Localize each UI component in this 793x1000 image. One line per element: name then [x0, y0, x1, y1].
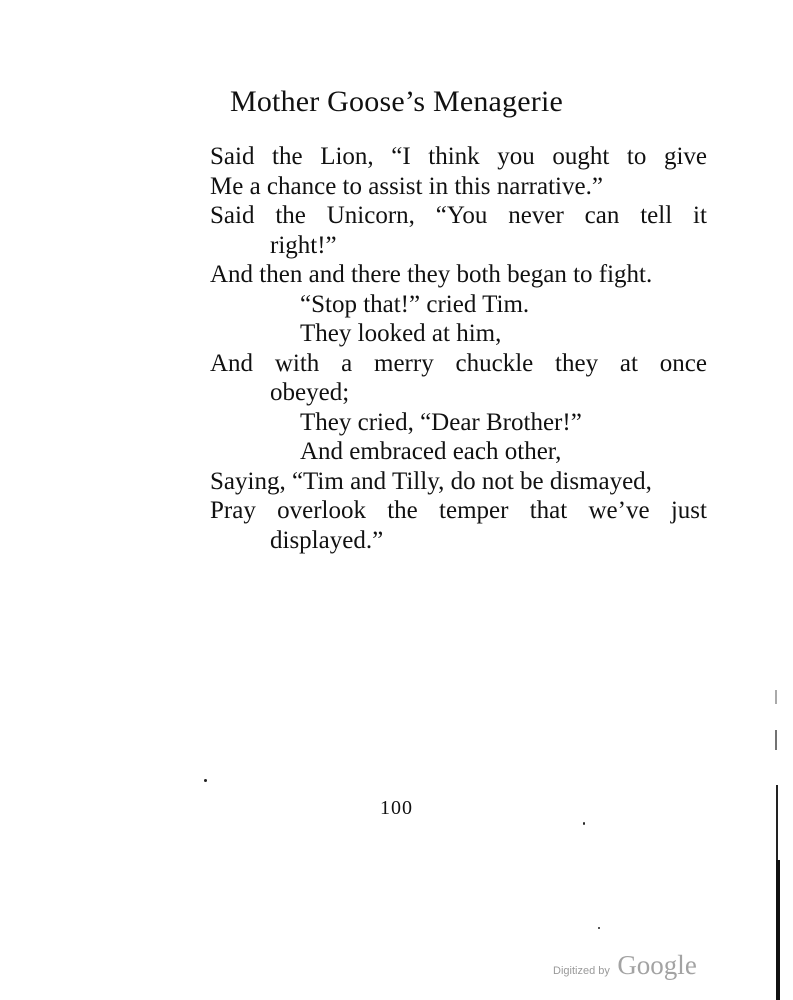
poem-line: And then and there they both began to fight.	[210, 261, 653, 288]
scan-speck	[204, 779, 207, 782]
scan-edge-artifact	[772, 690, 784, 1000]
poem-line: displayed.”	[270, 526, 384, 554]
google-logo: Google	[617, 950, 697, 980]
poem-line: And with a merry chuckle they at once	[210, 349, 707, 377]
page-header-title: Mother Goose’s Menagerie	[229, 85, 564, 118]
scan-speck	[583, 822, 585, 825]
poem-line: They cried, “Dear Brother!”	[300, 408, 582, 436]
poem-line: right!”	[270, 231, 337, 259]
digitized-by-google-watermark	[553, 950, 697, 981]
poem-line: “Stop that!” cried Tim.	[300, 290, 530, 318]
watermark-prefix: Digitized by	[553, 965, 610, 977]
page-number: 100	[380, 797, 413, 819]
poem-line: And embraced each other,	[300, 438, 562, 465]
poem-line: obeyed;	[270, 379, 350, 406]
poem-text	[210, 142, 710, 555]
poem-line: Me a chance to assist in this narrative.”	[210, 172, 603, 200]
poem-line: Saying, “Tim and Tilly, do not be dismayed,	[210, 467, 652, 495]
poem-line: They looked at him,	[300, 320, 502, 347]
scan-speck	[598, 927, 600, 929]
poem-line: Said the Lion, “I think you ought to give	[210, 143, 707, 170]
poem-line: Pray overlook the temper that we’ve just	[210, 497, 707, 524]
poem-line: Said the Unicorn, “You never can tell it	[210, 202, 707, 229]
